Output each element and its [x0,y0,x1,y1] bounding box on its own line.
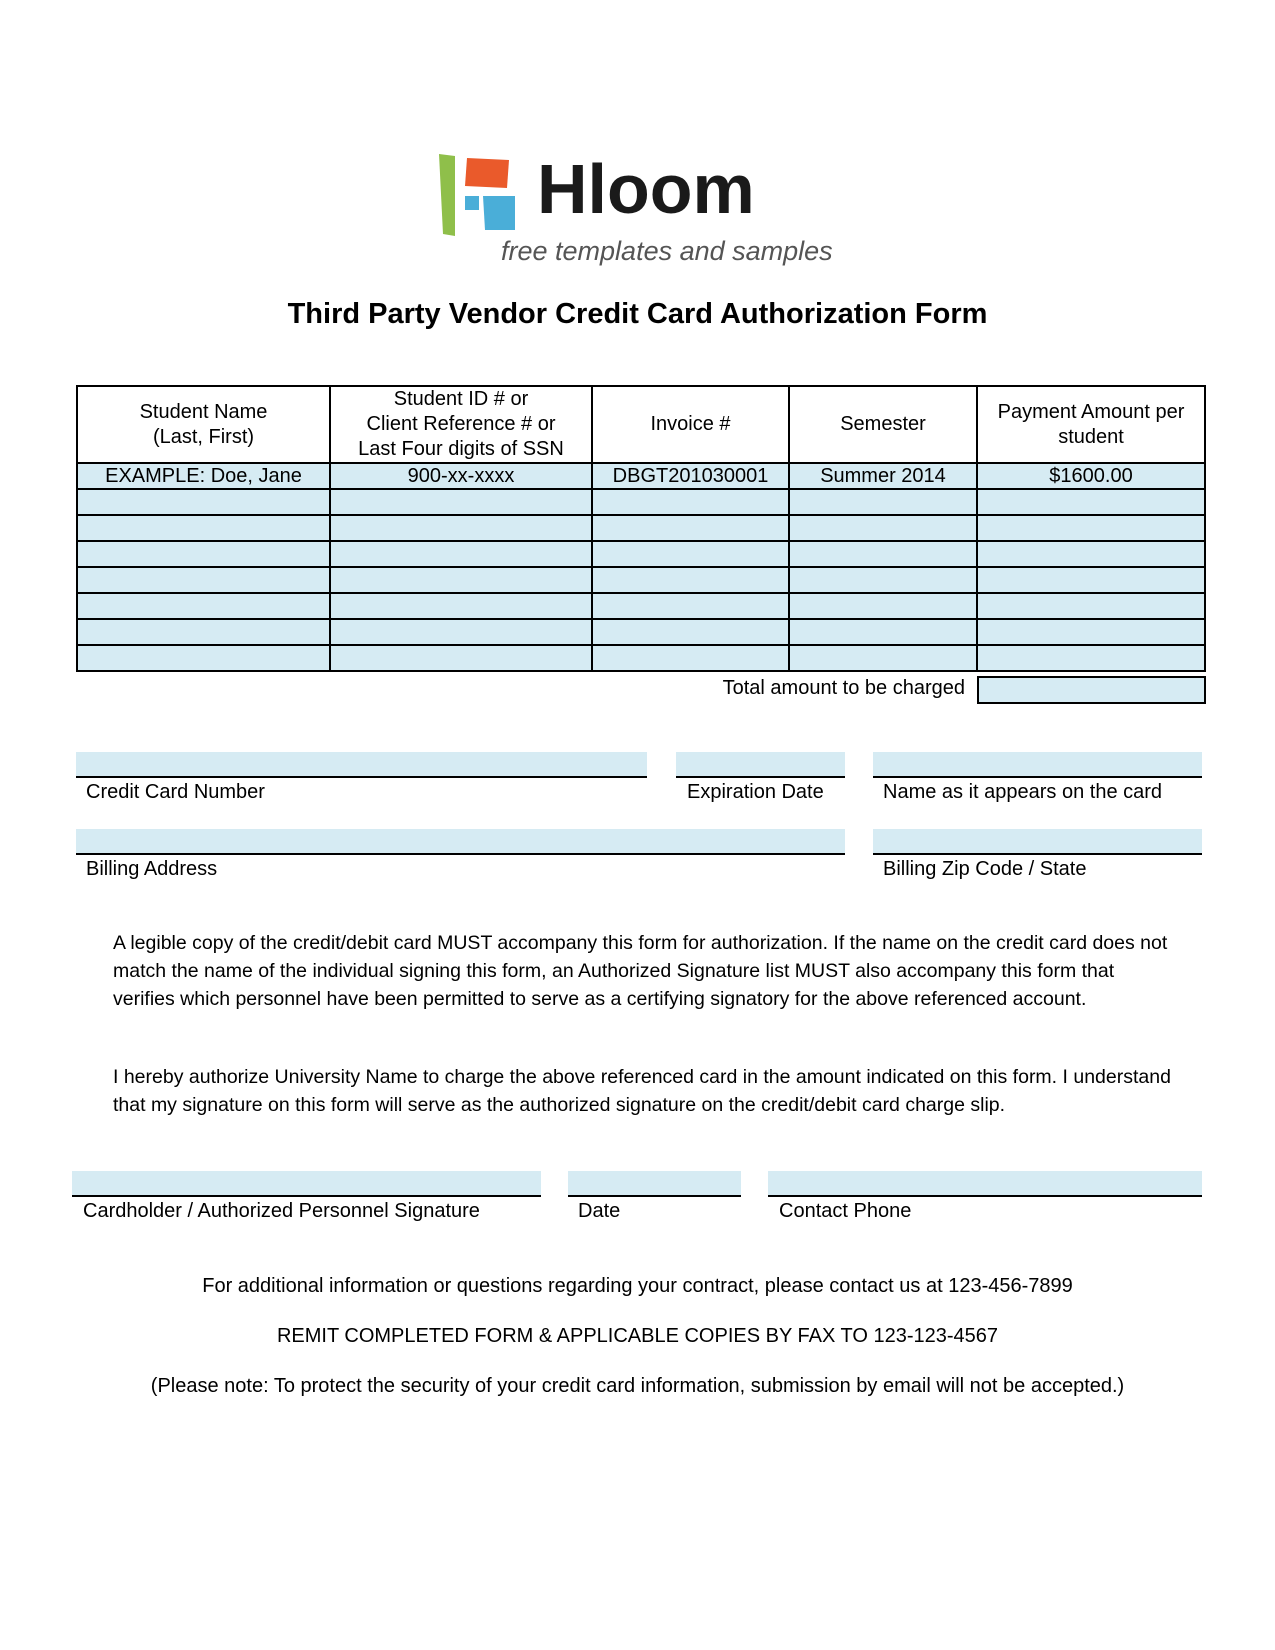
header-invoice: Invoice # [592,386,789,463]
table-cell[interactable] [977,489,1205,515]
expiration-date-field[interactable] [676,752,845,778]
table-cell[interactable] [592,515,789,541]
table-cell[interactable] [77,619,330,645]
table-cell[interactable] [330,645,592,671]
table-cell[interactable] [789,567,977,593]
table-row-example [77,463,1205,489]
total-amount-field[interactable] [977,676,1206,704]
table-cell[interactable]: DBGT201030001 [592,463,789,489]
table-cell[interactable] [330,567,592,593]
table-cell[interactable] [592,593,789,619]
logo-tagline: free templates and samples [501,236,833,266]
signature-date-label: Date [578,1200,621,1222]
table-cell[interactable] [977,567,1205,593]
table-cell[interactable] [77,593,330,619]
header-semester: Semester [789,386,977,463]
security-note-text: (Please note: To protect the security of your credit card information, submission by email will not be accepted.) [150,1375,1125,1397]
table-cell[interactable]: $1600.00 [977,463,1205,489]
table-cell[interactable] [977,541,1205,567]
total-amount-label: Total amount to be charged [722,677,965,699]
table-cell[interactable] [77,567,330,593]
billing-address-field[interactable] [76,829,845,855]
credit-card-number-field[interactable] [76,752,647,778]
header-student-id: Student ID # or Client Reference # or Last Four digits of SSN [330,386,592,463]
student-payment-table [76,385,1206,672]
table-cell[interactable] [977,593,1205,619]
table-cell[interactable] [977,515,1205,541]
contact-phone-field[interactable] [768,1171,1202,1197]
hloom-logo [435,152,845,272]
table-cell[interactable] [330,541,592,567]
table-row [77,619,1205,645]
expiration-date-label: Expiration Date [687,781,824,803]
table-cell[interactable] [77,515,330,541]
table-cell[interactable] [789,593,977,619]
signature-field[interactable] [72,1171,541,1197]
signature-label: Cardholder / Authorized Personnel Signature [83,1200,480,1222]
table-cell[interactable] [592,541,789,567]
table-row [77,645,1205,671]
name-on-card-field[interactable] [873,752,1202,778]
signature-date-field[interactable] [568,1171,741,1197]
table-cell[interactable] [789,515,977,541]
table-header-row [77,386,1205,463]
copy-notice-paragraph: A legible copy of the credit/debit card MUST accompany this form for authorization. If the name on the credit card does not match the name of the individual signing this form, an Authorized Signature list MUST also accompany this form that verifies which personnel have been permitted to serve as a certifying signatory for the above referenced account. [113,932,1168,1010]
billing-zip-field[interactable] [873,829,1202,855]
table-cell[interactable]: EXAMPLE: Doe, Jane [77,463,330,489]
hloom-logo-mark-icon [435,152,525,242]
table-cell[interactable] [789,489,977,515]
table-row [77,541,1205,567]
page-title: Third Party Vendor Credit Card Authorization Form [287,298,988,330]
table-row [77,567,1205,593]
table-cell[interactable] [330,593,592,619]
table-cell[interactable] [789,645,977,671]
table-cell[interactable]: Summer 2014 [789,463,977,489]
contact-info-text: For additional information or questions regarding your contract, please contact us at 123-456-7899 [202,1275,1073,1297]
billing-address-label: Billing Address [86,858,218,880]
table-cell[interactable] [592,619,789,645]
header-student-name: Student Name (Last, First) [77,386,330,463]
table-row [77,489,1205,515]
table-cell[interactable] [789,541,977,567]
table-cell[interactable] [330,515,592,541]
table-row [77,515,1205,541]
table-cell[interactable]: 900-xx-xxxx [330,463,592,489]
table-cell[interactable] [977,645,1205,671]
table-cell[interactable] [592,489,789,515]
table-row [77,593,1205,619]
table-cell[interactable] [330,489,592,515]
contact-phone-label: Contact Phone [779,1200,912,1222]
table-cell[interactable] [77,645,330,671]
authorization-paragraph: I hereby authorize University Name to charge the above referenced card in the amount indicated on this form. I understand that my signature on this form will serve as the authorized signature on the credit/debit card charge slip. [113,1066,1171,1116]
table-cell[interactable] [77,489,330,515]
table-cell[interactable] [592,645,789,671]
table-cell[interactable] [789,619,977,645]
logo-wordmark: Hloom [537,150,755,228]
remit-instructions-text: REMIT COMPLETED FORM & APPLICABLE COPIES BY FAX TO 123-123-4567 [276,1325,998,1347]
header-payment-amount: Payment Amount per student [977,386,1205,463]
billing-zip-label: Billing Zip Code / State [883,858,1087,880]
table-cell[interactable] [977,619,1205,645]
credit-card-number-label: Credit Card Number [86,781,265,803]
table-cell[interactable] [592,567,789,593]
name-on-card-label: Name as it appears on the card [883,781,1163,803]
table-cell[interactable] [330,619,592,645]
table-cell[interactable] [77,541,330,567]
